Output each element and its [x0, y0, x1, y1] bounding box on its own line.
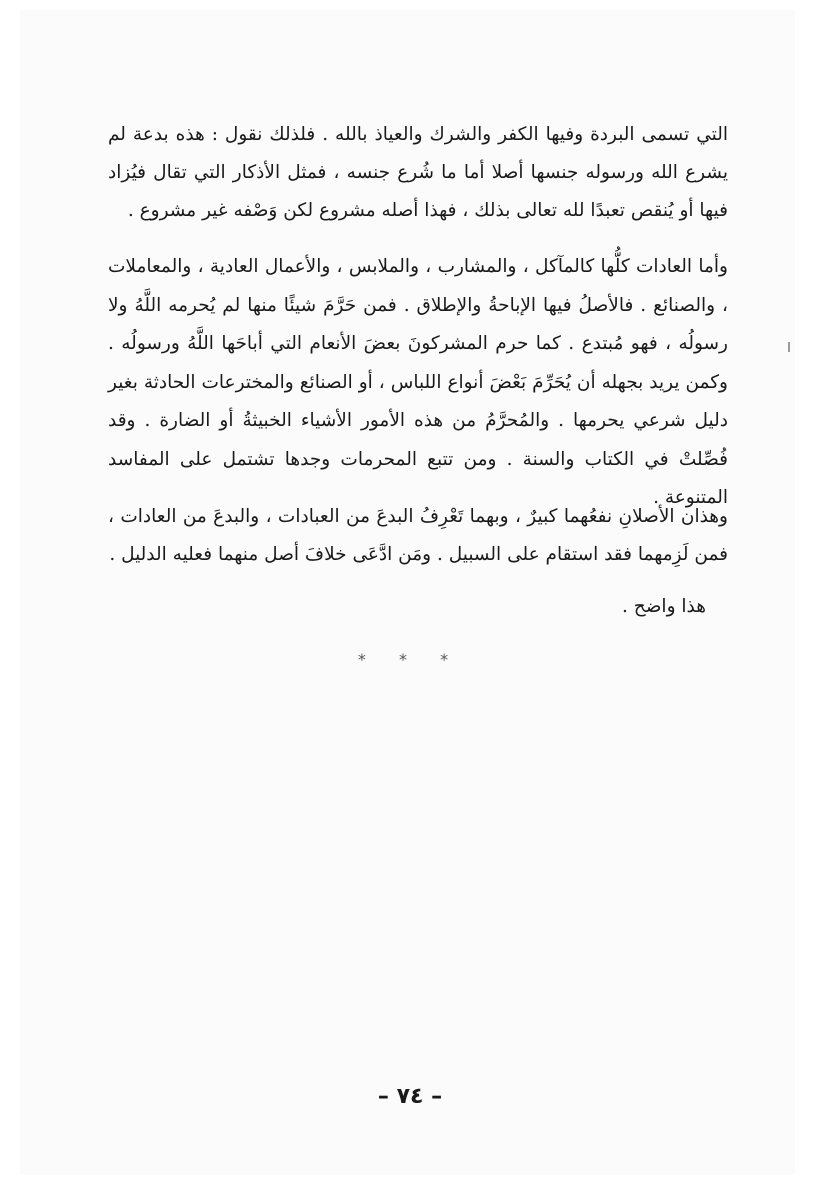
paragraph-2: وأما العادات كلُّها كالمآكل ، والمشارب ، والملابس ، والأعمال العادية ، والمعاملات ، والصنائع . فالأصلُ فيها الإباحةُ والإطلاق . فمن حَرَّمَ شيئًا منها لم يُحرمه اللَّهُ ولا رسولُه ، فهو مُبتدع . كما حرم المشركونَ بعضَ الأنعام التي أباحَها اللَّهُ ورسولُه . وكمن يريد بجهله أن يُحَرِّمَ بَعْضَ أنواع اللباس ، أو الصنائع والمخترعات الحادثة بغير دليل شرعي يحرمها . والمُحرَّمُ من هذه الأمور الأشياء الخبيثةُ أو الضارة . وقد فُصِّلتْ في الكتاب والسنة . ومن تتبع المحرمات وجدها تشتمل على المفاسد المتنوعة . [108, 256, 728, 508]
paragraph-3: وهذان الأصلانِ نفعُهما كبيرٌ ، وبهما تَعْرِفُ البدعَ من العبادات ، والبدعَ من العادات ، فمن لَزِمهما فقد استقام على السبيل . ومَن ادَّعَى خلافَ أصل منهما فعليه الدليل . [108, 506, 728, 565]
margin-mark [788, 342, 790, 352]
paragraph-1: التي تسمى البردة وفيها الكفر والشرك والعياذ بالله . فلذلك نقول : هذه بدعة لم يشرع الله ورسوله جنسها أصلا أما ما شُرع جنسه ، فمثل الأذكار التي تقال فيُزاد فيها أو يُنقص تعبدًا لله تعالى بذلك ، فهذا أصله مشروع لكن وَصْفه غير مشروع . [108, 124, 728, 221]
page-number: – ٧٤ – [377, 1084, 443, 1109]
section-separator: * * * [357, 650, 463, 669]
paragraph-4: هذا واضح . [622, 596, 706, 617]
